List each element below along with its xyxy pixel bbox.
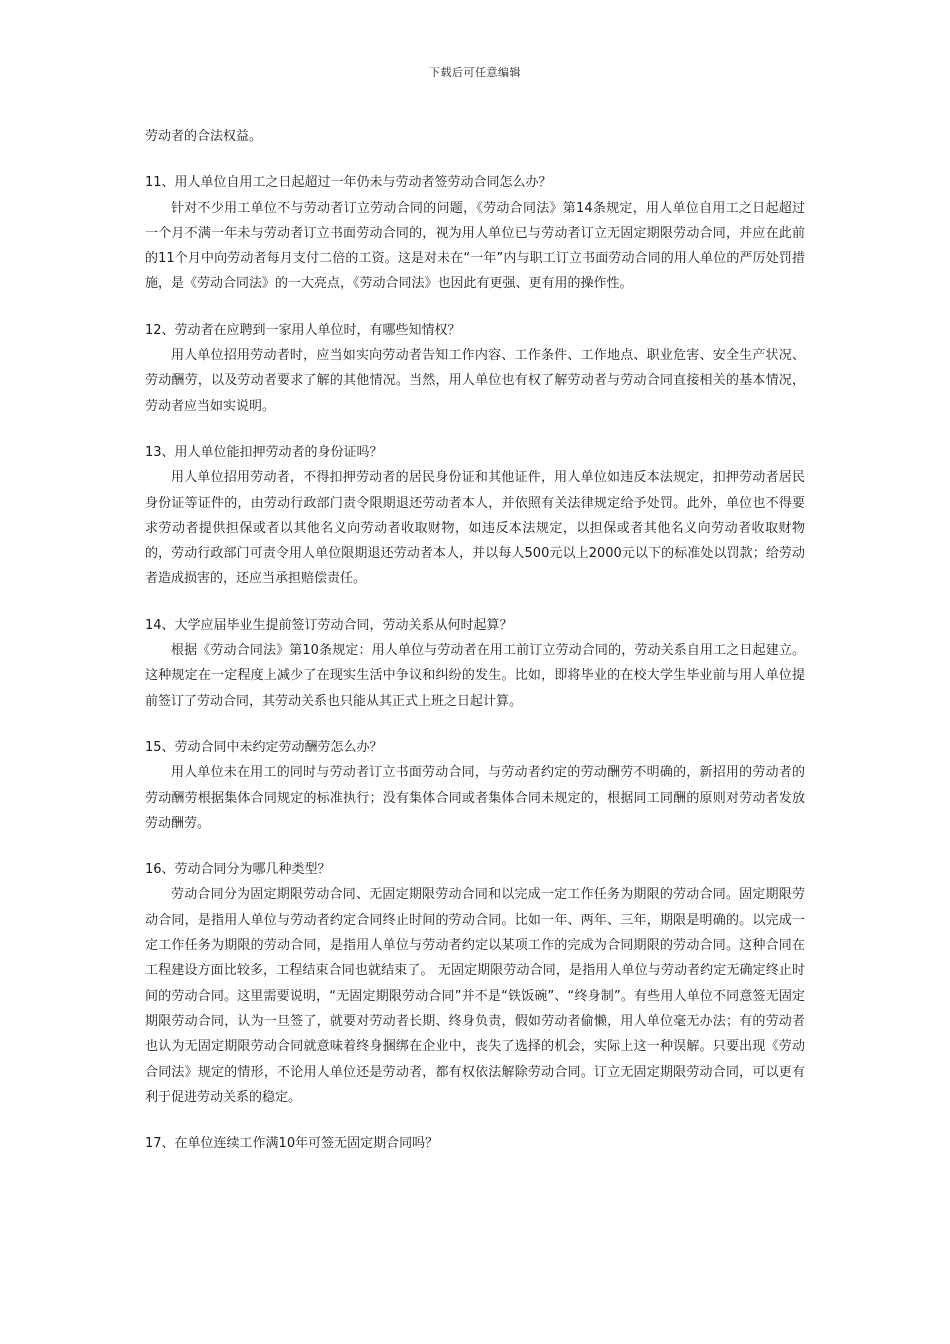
section-17 bbox=[145, 1131, 805, 1156]
section-11 bbox=[145, 170, 805, 296]
question-heading: 13、用人单位能扣押劳动者的身份证吗？ bbox=[145, 444, 383, 460]
answer-paragraph: 劳动合同分为固定期限劳动合同、无固定期限劳动合同和以完成一定工作任务为期限的劳动合同。固定期限劳动合同，是指用人单位与劳动者约定合同终止时间的劳动合同。比如一年、两年、三年，期限是明确的。以完成一定工作任务为期限的劳动合同，是指用人单位与劳动者约定以某项工作的完成为合同期限的劳动合同。这种合同在工程建设方面比较多，工程结束合同也就结束了。 无固定期限劳动合同，是指用人单位与劳动者约定无确定终止时间的劳动合同。这里需要说明，“无固定期限劳动合同”并不是“铁饭碗”、“终身制”。有些用人单位不同意签无固定期限劳动合同，认为一旦签了，就要对劳动者长期、终身负责，假如劳动者偷懒，用人单位毫无办法；有的劳动者也认为无固定期限劳动合同就意味着终身捆绑在企业中，丧失了选择的机会，实际上这一种误解。只要出现《劳动合同法》规定的情形，不论用人单位还是劳动者，都有权依法解除劳动合同。订立无固定期限劳动合同，可以更有利于促进劳动关系的稳定。 bbox=[145, 887, 805, 1105]
document-body bbox=[145, 124, 805, 1156]
section-14 bbox=[145, 613, 805, 714]
answer-paragraph: 针对不少用工单位不与劳动者订立劳动合同的问题，《劳动合同法》第14条规定，用人单位自用工之日起超过一个月不满一年未与劳动者订立书面劳动合同的，视为用人单位已与劳动者订立无固定期限劳动合同，并应在此前的11个月中向劳动者每月支付二倍的工资。这是对未在“一年”内与职工订立书面劳动合同的用人单位的严厉处罚措施，是《劳动合同法》的一大亮点，《劳动合同法》也因此有更强、更有用的操作性。 bbox=[145, 200, 805, 292]
answer-paragraph: 用人单位招用劳动者时，应当如实向劳动者告知工作内容、工作条件、工作地点、职业危害、安全生产状况、劳动酬劳，以及劳动者要求了解的其他情况。当然，用人单位也有权了解劳动者与劳动合同直接相关的基本情况，劳动者应当如实说明。 bbox=[145, 348, 805, 414]
page-header: 下载后可任意编辑 bbox=[429, 66, 521, 79]
answer-paragraph: 用人单位招用劳动者，不得扣押劳动者的居民身份证和其他证件，用人单位如违反本法规定，扣押劳动者居民身份证等证件的，由劳动行政部门责令限期退还劳动者本人，并依照有关法律规定给予处罚。此外，单位也不得要求劳动者提供担保或者以其他名义向劳动者收取财物，如违反本法规定，以担保或者其他名义向劳动者收取财物的，劳动行政部门可责令用人单位限期退还劳动者本人，并以每人500元以上2000元以下的标准处以罚款；给劳动者造成损害的，还应当承担赔偿责任。 bbox=[145, 470, 805, 587]
question-heading: 14、大学应届毕业生提前签订劳动合同，劳动关系从何时起算？ bbox=[145, 617, 513, 633]
question-heading: 12、劳动者在应聘到一家用人单位时，有哪些知情权？ bbox=[145, 322, 461, 338]
answer-paragraph: 根据《劳动合同法》第10条规定：用人单位与劳动者在用工前订立劳动合同的，劳动关系自用工之日起建立。这种规定在一定程度上减少了在现实生活中争议和纠纷的发生。比如，即将毕业的在校大学生毕业前与用人单位提前签订了劳动合同，其劳动关系也只能从其正式上班之日起计算。 bbox=[145, 643, 805, 709]
question-heading: 15、劳动合同中未约定劳动酬劳怎么办？ bbox=[145, 739, 383, 755]
section-16 bbox=[145, 857, 805, 1110]
question-heading: 11、用人单位自用工之日起超过一年仍未与劳动者签劳动合同怎么办？ bbox=[145, 175, 552, 191]
section-15 bbox=[145, 735, 805, 836]
question-heading: 16、劳动合同分为哪几种类型？ bbox=[145, 862, 331, 878]
answer-paragraph: 用人单位未在用工的同时与劳动者订立书面劳动合同，与劳动者约定的劳动酬劳不明确的，新招用的劳动者的劳动酬劳根据集体合同规定的标准执行；没有集体合同或者集体合同未规定的，根据同工同酬的原则对劳动者发放劳动酬劳。 bbox=[145, 765, 805, 831]
question-heading: 17、在单位连续工作满10年可签无固定期合同吗？ bbox=[145, 1136, 439, 1152]
section-13 bbox=[145, 440, 805, 592]
section-12 bbox=[145, 318, 805, 419]
intro-text: 劳动者的合法权益。 bbox=[145, 129, 263, 144]
